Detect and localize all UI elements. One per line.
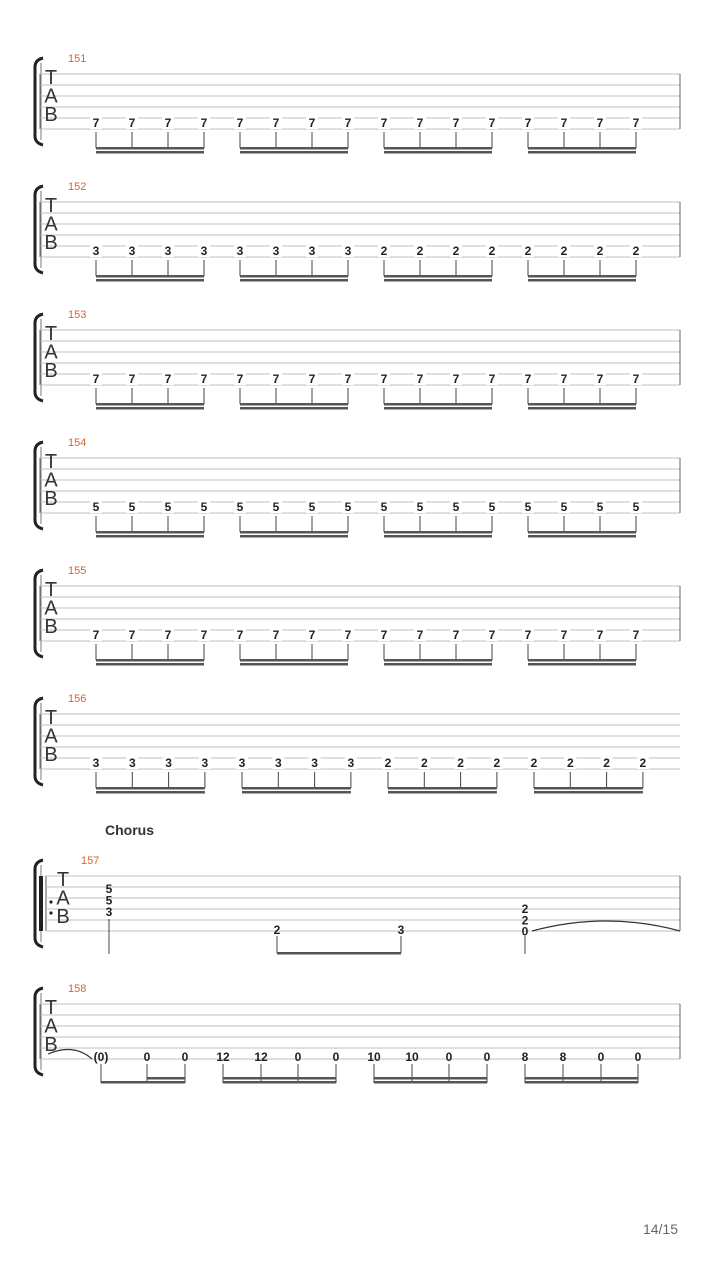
tab-system bbox=[35, 983, 680, 1084]
fret-number: 3 bbox=[238, 756, 246, 770]
fret-number: 7 bbox=[164, 628, 172, 642]
beam bbox=[242, 791, 351, 794]
fret-number: 7 bbox=[524, 372, 532, 386]
fret-number: 7 bbox=[92, 628, 100, 642]
system-bracket bbox=[35, 442, 43, 529]
tab-clef-letter: A bbox=[44, 597, 58, 620]
fret-number: 2 bbox=[521, 913, 529, 928]
beam bbox=[240, 403, 348, 406]
fret-number: 3 bbox=[165, 756, 172, 770]
beam bbox=[384, 151, 492, 154]
fret-number: 7 bbox=[416, 628, 424, 642]
beam bbox=[528, 407, 636, 410]
fret-number: 5 bbox=[272, 500, 280, 514]
beam bbox=[528, 403, 636, 406]
fret-number: 0 bbox=[445, 1050, 453, 1064]
tab-clef-letter: T bbox=[44, 451, 58, 474]
beam bbox=[525, 1077, 638, 1080]
tab-system bbox=[35, 53, 680, 154]
fret-number: 7 bbox=[200, 628, 208, 642]
fret-number: 10 bbox=[405, 1050, 419, 1064]
fret-number: 7 bbox=[344, 628, 352, 642]
tab-system bbox=[35, 309, 680, 410]
measure-number: 152 bbox=[68, 181, 87, 193]
beam bbox=[384, 663, 492, 666]
fret-number: 3 bbox=[92, 756, 100, 770]
fret-number: 7 bbox=[632, 372, 640, 386]
fret-number: 5 bbox=[128, 500, 136, 514]
beam bbox=[374, 1077, 487, 1080]
fret-number: 3 bbox=[347, 756, 355, 770]
beam bbox=[240, 663, 348, 666]
tab-clef-letter: A bbox=[44, 341, 58, 364]
fret-number: 7 bbox=[236, 628, 244, 642]
beam bbox=[240, 531, 348, 534]
fret-number: 3 bbox=[128, 756, 136, 770]
fret-number: 7 bbox=[632, 116, 640, 130]
fret-number: 0 bbox=[143, 1050, 151, 1064]
fret-number: 3 bbox=[92, 244, 100, 258]
beam bbox=[528, 535, 636, 538]
beam bbox=[277, 952, 401, 955]
tab-clef-letter: T bbox=[44, 67, 58, 90]
beam bbox=[240, 151, 348, 154]
fret-number: 7 bbox=[236, 116, 244, 130]
fret-number: 7 bbox=[200, 372, 208, 386]
tab-clef-letter: A bbox=[44, 213, 58, 236]
beam bbox=[525, 1081, 638, 1084]
fret-number: 2 bbox=[560, 244, 568, 258]
fret-number: 0 bbox=[597, 1050, 605, 1064]
fret-number: 5 bbox=[488, 500, 496, 514]
fret-number: 7 bbox=[164, 372, 172, 386]
fret-number: 3 bbox=[272, 244, 280, 258]
beam bbox=[240, 275, 348, 278]
measure-number: 155 bbox=[68, 565, 87, 577]
tab-clef-letter: A bbox=[44, 85, 58, 108]
system-bracket bbox=[35, 698, 43, 785]
fret-number: 7 bbox=[344, 116, 352, 130]
fret-number: 7 bbox=[308, 628, 316, 642]
beam bbox=[240, 147, 348, 150]
measure-number: 157 bbox=[81, 855, 100, 867]
fret-number: 2 bbox=[493, 756, 501, 770]
beam bbox=[384, 531, 492, 534]
fret-number: 2 bbox=[530, 756, 538, 770]
fret-number: 7 bbox=[560, 628, 568, 642]
fret-number: 7 bbox=[452, 116, 460, 130]
beam bbox=[534, 787, 643, 790]
beam bbox=[528, 531, 636, 534]
fret-number: 8 bbox=[559, 1050, 567, 1064]
fret-number: 5 bbox=[200, 500, 208, 514]
fret-number: 7 bbox=[488, 116, 496, 130]
tab-clef-letter: B bbox=[44, 488, 58, 511]
tab-system bbox=[35, 693, 680, 794]
beam bbox=[223, 1077, 336, 1080]
fret-number: 0 bbox=[634, 1050, 642, 1064]
fret-number: 7 bbox=[524, 116, 532, 130]
beam bbox=[96, 663, 204, 666]
fret-number: 3 bbox=[274, 756, 282, 770]
fret-number: 2 bbox=[603, 756, 610, 770]
tab-system bbox=[35, 181, 680, 282]
tab-clef-letter: T bbox=[44, 195, 58, 218]
fret-number: 5 bbox=[524, 500, 532, 514]
fret-number: 12 bbox=[216, 1050, 230, 1064]
fret-number: 5 bbox=[596, 500, 604, 514]
beam bbox=[96, 791, 205, 794]
fret-number: 5 bbox=[308, 500, 316, 514]
fret-number: 3 bbox=[308, 244, 316, 258]
fret-number: 5 bbox=[105, 882, 113, 896]
tab-clef-letter: T bbox=[44, 579, 58, 602]
fret-number: 3 bbox=[236, 244, 244, 258]
fret-number: 7 bbox=[272, 372, 280, 386]
beam bbox=[528, 659, 636, 662]
tab-clef-letter: B bbox=[44, 744, 58, 767]
fret-number: 5 bbox=[380, 500, 388, 514]
beam bbox=[96, 151, 204, 154]
fret-number: 2 bbox=[566, 756, 574, 770]
tab-clef-letter: B bbox=[56, 906, 70, 929]
beam bbox=[223, 1081, 336, 1084]
repeat-dot bbox=[49, 911, 52, 914]
beam bbox=[147, 1077, 185, 1080]
fret-number: (0) bbox=[93, 1050, 109, 1064]
fret-number: 5 bbox=[416, 500, 424, 514]
beam bbox=[384, 535, 492, 538]
system-bracket bbox=[35, 58, 43, 145]
tab-clef-letter: B bbox=[44, 360, 58, 383]
fret-number: 2 bbox=[632, 244, 640, 258]
fret-number: 0 bbox=[181, 1050, 189, 1064]
fret-number: 7 bbox=[380, 116, 388, 130]
fret-number: 7 bbox=[488, 372, 496, 386]
beam bbox=[96, 659, 204, 662]
page-number: 14/15 bbox=[642, 1221, 678, 1237]
fret-number: 7 bbox=[560, 372, 568, 386]
fret-number: 7 bbox=[560, 116, 568, 130]
fret-number: 3 bbox=[164, 244, 172, 258]
tab-clef-letter: A bbox=[44, 725, 58, 748]
fret-number: 7 bbox=[632, 628, 640, 642]
repeat-dot bbox=[49, 900, 52, 903]
tab-clef-letter: B bbox=[44, 616, 58, 639]
tab-clef-letter: A bbox=[56, 887, 70, 910]
fret-number: 5 bbox=[560, 500, 568, 514]
fret-number: 7 bbox=[272, 116, 280, 130]
fret-number: 7 bbox=[524, 628, 532, 642]
system-bracket bbox=[35, 186, 43, 273]
beam bbox=[534, 791, 643, 794]
fret-number: 0 bbox=[332, 1050, 340, 1064]
beam bbox=[240, 535, 348, 538]
fret-number: 3 bbox=[105, 905, 113, 919]
beam bbox=[96, 407, 204, 410]
fret-number: 7 bbox=[380, 372, 388, 386]
system-bracket bbox=[35, 988, 43, 1075]
fret-number: 7 bbox=[344, 372, 352, 386]
fret-number: 5 bbox=[236, 500, 244, 514]
fret-number: 3 bbox=[201, 756, 209, 770]
fret-number: 8 bbox=[521, 1050, 529, 1064]
fret-number: 7 bbox=[200, 116, 208, 130]
tab-clef-letter: T bbox=[44, 323, 58, 346]
fret-number: 2 bbox=[488, 244, 496, 258]
fret-number: 7 bbox=[596, 628, 604, 642]
fret-number: 2 bbox=[380, 244, 388, 258]
beam bbox=[384, 403, 492, 406]
beam bbox=[528, 151, 636, 154]
fret-number: 7 bbox=[128, 372, 136, 386]
beam bbox=[96, 275, 204, 278]
beam bbox=[101, 1081, 185, 1084]
fret-number: 10 bbox=[367, 1050, 381, 1064]
fret-number: 5 bbox=[105, 893, 113, 908]
system-bracket bbox=[35, 314, 43, 401]
fret-number: 2 bbox=[416, 244, 424, 258]
beam bbox=[240, 279, 348, 282]
tab-clef-letter: T bbox=[56, 869, 70, 892]
section-label: Chorus bbox=[105, 822, 154, 838]
beam bbox=[96, 279, 204, 282]
beam bbox=[384, 275, 492, 278]
beam bbox=[528, 663, 636, 666]
tab-system bbox=[35, 437, 680, 538]
tab-clef-letter: A bbox=[44, 1015, 58, 1038]
beam bbox=[240, 659, 348, 662]
fret-number: 5 bbox=[452, 500, 460, 514]
tab-clef-letter: B bbox=[44, 232, 58, 255]
fret-number: 2 bbox=[457, 756, 464, 770]
tab-clef-letter: T bbox=[44, 707, 58, 730]
beam bbox=[388, 791, 497, 794]
beam bbox=[96, 535, 204, 538]
beam bbox=[242, 787, 351, 790]
beam bbox=[384, 659, 492, 662]
fret-number: 0 bbox=[483, 1050, 491, 1064]
beam bbox=[388, 787, 497, 790]
fret-number: 7 bbox=[416, 116, 424, 130]
fret-number: 7 bbox=[488, 628, 496, 642]
repeat-thick-bar bbox=[39, 876, 43, 931]
fret-number: 7 bbox=[92, 372, 100, 386]
fret-number: 7 bbox=[452, 628, 460, 642]
fret-number: 3 bbox=[128, 244, 136, 258]
tab-system bbox=[35, 855, 680, 955]
fret-number: 2 bbox=[639, 756, 647, 770]
fret-number: 2 bbox=[452, 244, 460, 258]
beam bbox=[384, 279, 492, 282]
measure-number: 153 bbox=[68, 309, 87, 321]
measure-number: 158 bbox=[68, 983, 87, 995]
beam bbox=[96, 787, 205, 790]
measure-number: 156 bbox=[68, 693, 87, 705]
tab-clef-letter: A bbox=[44, 469, 58, 492]
fret-number: 7 bbox=[128, 628, 136, 642]
fret-number: 5 bbox=[92, 500, 100, 514]
fret-number: 7 bbox=[308, 372, 316, 386]
beam bbox=[374, 1081, 487, 1084]
fret-number: 12 bbox=[254, 1050, 268, 1064]
beam bbox=[384, 407, 492, 410]
system-bracket bbox=[35, 570, 43, 657]
fret-number: 3 bbox=[344, 244, 352, 258]
measure-number: 151 bbox=[68, 53, 87, 65]
fret-number: 2 bbox=[524, 244, 532, 258]
fret-number: 0 bbox=[294, 1050, 302, 1064]
fret-number: 7 bbox=[416, 372, 424, 386]
fret-number: 3 bbox=[397, 923, 405, 937]
fret-number: 7 bbox=[92, 116, 100, 130]
fret-number: 7 bbox=[596, 116, 604, 130]
tab-clef-letter: B bbox=[44, 104, 58, 127]
fret-number: 5 bbox=[632, 500, 640, 514]
beam bbox=[96, 403, 204, 406]
fret-number: 7 bbox=[380, 628, 388, 642]
fret-number: 5 bbox=[164, 500, 172, 514]
fret-number: 7 bbox=[236, 372, 244, 386]
beam bbox=[528, 279, 636, 282]
fret-number: 3 bbox=[200, 244, 208, 258]
tab-system bbox=[35, 565, 680, 666]
tab-clef-letter: T bbox=[44, 997, 58, 1020]
tab-clef-letter: B bbox=[44, 1034, 58, 1057]
fret-number: 2 bbox=[596, 244, 604, 258]
beam bbox=[240, 407, 348, 410]
fret-number: 7 bbox=[272, 628, 280, 642]
fret-number: 7 bbox=[596, 372, 604, 386]
fret-number: 2 bbox=[521, 902, 529, 916]
beam bbox=[528, 275, 636, 278]
tie bbox=[532, 921, 680, 931]
measure-number: 154 bbox=[68, 437, 87, 449]
fret-number: 7 bbox=[308, 116, 316, 130]
fret-number: 2 bbox=[384, 756, 392, 770]
fret-number: 2 bbox=[420, 756, 428, 770]
fret-number: 5 bbox=[344, 500, 352, 514]
fret-number: 0 bbox=[521, 924, 529, 939]
beam bbox=[384, 147, 492, 150]
beam bbox=[528, 147, 636, 150]
fret-number: 7 bbox=[452, 372, 460, 386]
fret-number: 7 bbox=[128, 116, 136, 130]
beam bbox=[96, 147, 204, 150]
fret-number: 3 bbox=[311, 756, 318, 770]
fret-number: 2 bbox=[273, 923, 281, 937]
beam bbox=[96, 531, 204, 534]
fret-number: 7 bbox=[164, 116, 172, 130]
